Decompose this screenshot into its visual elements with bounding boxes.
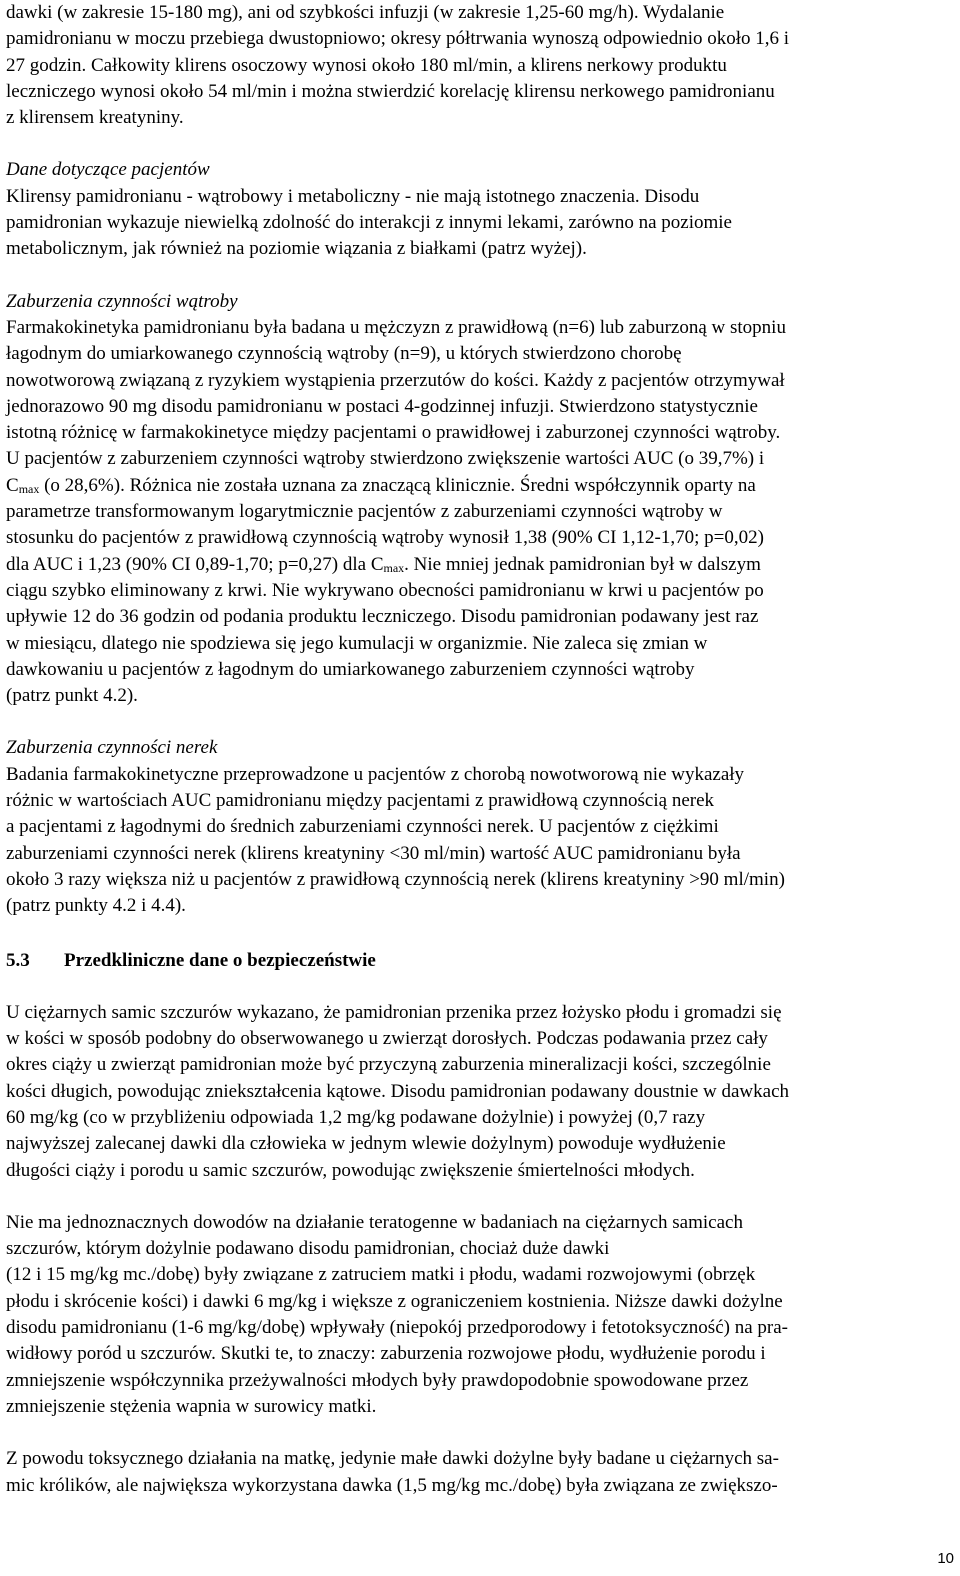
cmax-subscript: max — [383, 560, 405, 575]
text-line: a pacjentami z łagodnymi do średnich zaburzeniami czynności nerek. U pacjentów z ciężkimi — [6, 816, 719, 838]
text-line: 27 godzin. Całkowity klirens osoczowy wynosi około 180 ml/min, a klirens nerkowy produktu — [6, 54, 727, 76]
text-line: zmniejszenie stężenia wapnia w surowicy matki. — [6, 1395, 377, 1417]
text-line: U ciężarnych samic szczurów wykazano, że pamidronian przenika przez łożysko płodu i gromadzi się — [6, 1001, 782, 1023]
text-line: Farmakokinetyka pamidronianu była badana u mężczyzn z prawidłową (n=6) lub zaburzoną w stopniu — [6, 316, 786, 338]
text-line: okres ciąży u zwierząt pamidronian może być przyczyną zaburzenia mineralizacji kości, szczególnie — [6, 1054, 771, 1076]
paragraph-elimination — [6, 0, 950, 131]
text-line: pamidronianu w moczu przebiega dwustopniowo; okresy półtrwania wynoszą odpowiednio około 1,6 i — [6, 28, 790, 50]
text-line: widłowy poród u szczurów. Skutki te, to znaczy: zaburzenia rozwojowe płodu, wydłużenie porodu i — [6, 1343, 766, 1365]
patients-subheading: Dane dotyczące pacjentów — [6, 159, 210, 181]
text-line: jednorazowo 90 mg disodu pamidronianu w postaci 4-godzinnej infuzji. Stwierdzono statystycznie — [6, 395, 758, 417]
patients-section — [6, 157, 950, 262]
cmax-subscript: max — [18, 481, 40, 496]
text-line: różnic w wartościach AUC pamidronianu między pacjentami z prawidłową czynnością nerek — [6, 790, 715, 812]
text-line: łagodnym do umiarkowanego czynnością wątroby (n=9), u których stwierdzono chorobę — [6, 343, 682, 365]
text-line: metabolicznym, jak również na poziomie wiązania z białkami (patrz wyżej). — [6, 238, 587, 260]
text-line: mic królików, ale największa wykorzystana dawka (1,5 mg/kg mc./dobę) była związana ze zwiększo- — [6, 1474, 778, 1496]
text-line: najwyższej zalecanej dawki dla człowieka w jednym wlewie dożylnym) powoduje wydłużenie — [6, 1133, 726, 1155]
text-line: 60 mg/kg (co w przybliżeniu odpowiada 1,2 mg/kg podawane dożylnie) i powyżej (0,7 razy — [6, 1106, 706, 1128]
kidney-subheading: Zaburzenia czynności nerek — [6, 737, 218, 759]
document-page — [6, 0, 950, 1499]
text-line: istotną różnicę w farmakokinetyce między pacjentami o prawidłowej i zaburzonej czynności wątroby. — [6, 422, 781, 444]
text-line: (patrz punkty 4.2 i 4.4). — [6, 895, 186, 917]
text-line: zmniejszenie współczynnika przeżywalności młodych były prawdopodobnie spowodowane przez — [6, 1369, 749, 1391]
text-line: stosunku do pacjentów z prawidłową czynnością wątroby wynosił 1,38 (90% CI 1,12-1,70; p=0,02) — [6, 527, 764, 549]
text-line: około 3 razy większa niż u pacjentów z prawidłową czynnością nerek (klirens kreatyniny >90 ml/min) — [6, 868, 785, 890]
text-line: disodu pamidronianu (1-6 mg/kg/dobę) wpływały (niepokój przedporodowy i fetotoksyczność) na pra- — [6, 1317, 788, 1339]
text-line: Klirensy pamidronianu - wątrobowy i metaboliczny - nie mają istotnego znaczenia. Disodu — [6, 185, 700, 207]
text-line: Badania farmakokinetyczne przeprowadzone u pacjentów z chorobą nowotworową nie wykazały — [6, 763, 745, 785]
text-line: ciągu szybko eliminowany z krwi. Nie wykrywano obecności pamidronianu w krwi u pacjentów po — [6, 579, 764, 601]
liver-subheading: Zaburzenia czynności wątroby — [6, 290, 238, 312]
section-title: Przedkliniczne dane o bezpieczeństwie — [64, 949, 376, 971]
preclinical-paragraph-3 — [6, 1446, 950, 1499]
text-span: (o 28,6%). Różnica nie została uznana za znaczącą klinicznie. Średni współczynnik oparty na — [39, 474, 756, 496]
text-line: dawkowaniu u pacjentów z łagodnym do umiarkowanego zaburzeniem czynności wątroby — [6, 658, 695, 680]
text-span: . Nie mniej jednak pamidronian był w dalszym — [404, 553, 761, 575]
text-line: kości długich, powodując zniekształcenia kątowe. Disodu pamidronian podawany doustnie w dawkach — [6, 1080, 790, 1102]
text-line: szczurów, którym dożylnie podawano disodu pamidronian, chociaż duże dawki — [6, 1238, 610, 1260]
section-number: 5.3 — [6, 949, 30, 971]
text-line-cmax — [6, 552, 950, 578]
text-line: nowotworową związaną z ryzykiem wystąpienia przerzutów do kości. Każdy z pacjentów otrzymywał — [6, 369, 785, 391]
text-line: upływie 12 do 36 godzin od podania produktu leczniczego. Disodu pamidronian podawany jest raz — [6, 606, 759, 628]
text-line: (patrz punkt 4.2). — [6, 685, 138, 707]
text-span: dla AUC i 1,23 (90% CI 0,89-1,70; p=0,27) dla C — [6, 553, 384, 575]
text-line: z klirensem kreatyniny. — [6, 107, 184, 129]
page-number: 10 — [937, 1550, 954, 1567]
liver-section — [6, 289, 950, 710]
section-heading — [6, 948, 950, 974]
kidney-section — [6, 735, 950, 919]
text-line-cmax — [6, 473, 950, 499]
cmax-symbol: C — [6, 474, 19, 496]
text-line: parametrze transformowanym logarytmicznie pacjentów z zaburzeniami czynności wątroby w — [6, 501, 723, 523]
text-line: pamidronian wykazuje niewielką zdolność do interakcji z innymi lekami, zarówno na poziomie — [6, 212, 732, 234]
text-line: zaburzeniami czynności nerek (klirens kreatyniny <30 ml/min) wartość AUC pamidronianu była — [6, 842, 741, 864]
text-line: w miesiącu, dlatego nie spodziewa się jego kumulacji w organizmie. Nie zaleca się zmian w — [6, 632, 708, 654]
text-line: leczniczego wynosi około 54 ml/min i można stwierdzić korelację klirensu nerkowego pamidronianu — [6, 80, 775, 102]
preclinical-paragraph-1 — [6, 1000, 950, 1184]
text-line: Z powodu toksycznego działania na matkę, jedynie małe dawki dożylne były badane u ciężarnych sa- — [6, 1448, 779, 1470]
text-line: płodu i skrócenie kości) i dawki 6 mg/kg i większe z ograniczeniem kostnienia. Niższe dawki dożylne — [6, 1290, 783, 1312]
text-line: długości ciąży i porodu u samic szczurów, powodując zwiększenie śmiertelności młodych. — [6, 1159, 695, 1181]
text-line: w kości w sposób podobny do obserwowanego u zwierząt dorosłych. Podczas podawania przez cały — [6, 1028, 768, 1050]
text-line: Nie ma jednoznacznych dowodów na działanie teratogenne w badaniach na ciężarnych samicach — [6, 1211, 743, 1233]
text-line: (12 i 15 mg/kg mc./dobę) były związane z zatruciem matki i płodu, wadami rozwojowymi (obrzęk — [6, 1264, 756, 1286]
text-line: dawki (w zakresie 15-180 mg), ani od szybkości infuzji (w zakresie 1,25-60 mg/h). Wydalanie — [6, 2, 725, 23]
preclinical-paragraph-2 — [6, 1210, 950, 1420]
text-line: U pacjentów z zaburzeniem czynności wątroby stwierdzono zwiększenie wartości AUC (o 39,7%) i — [6, 448, 765, 470]
